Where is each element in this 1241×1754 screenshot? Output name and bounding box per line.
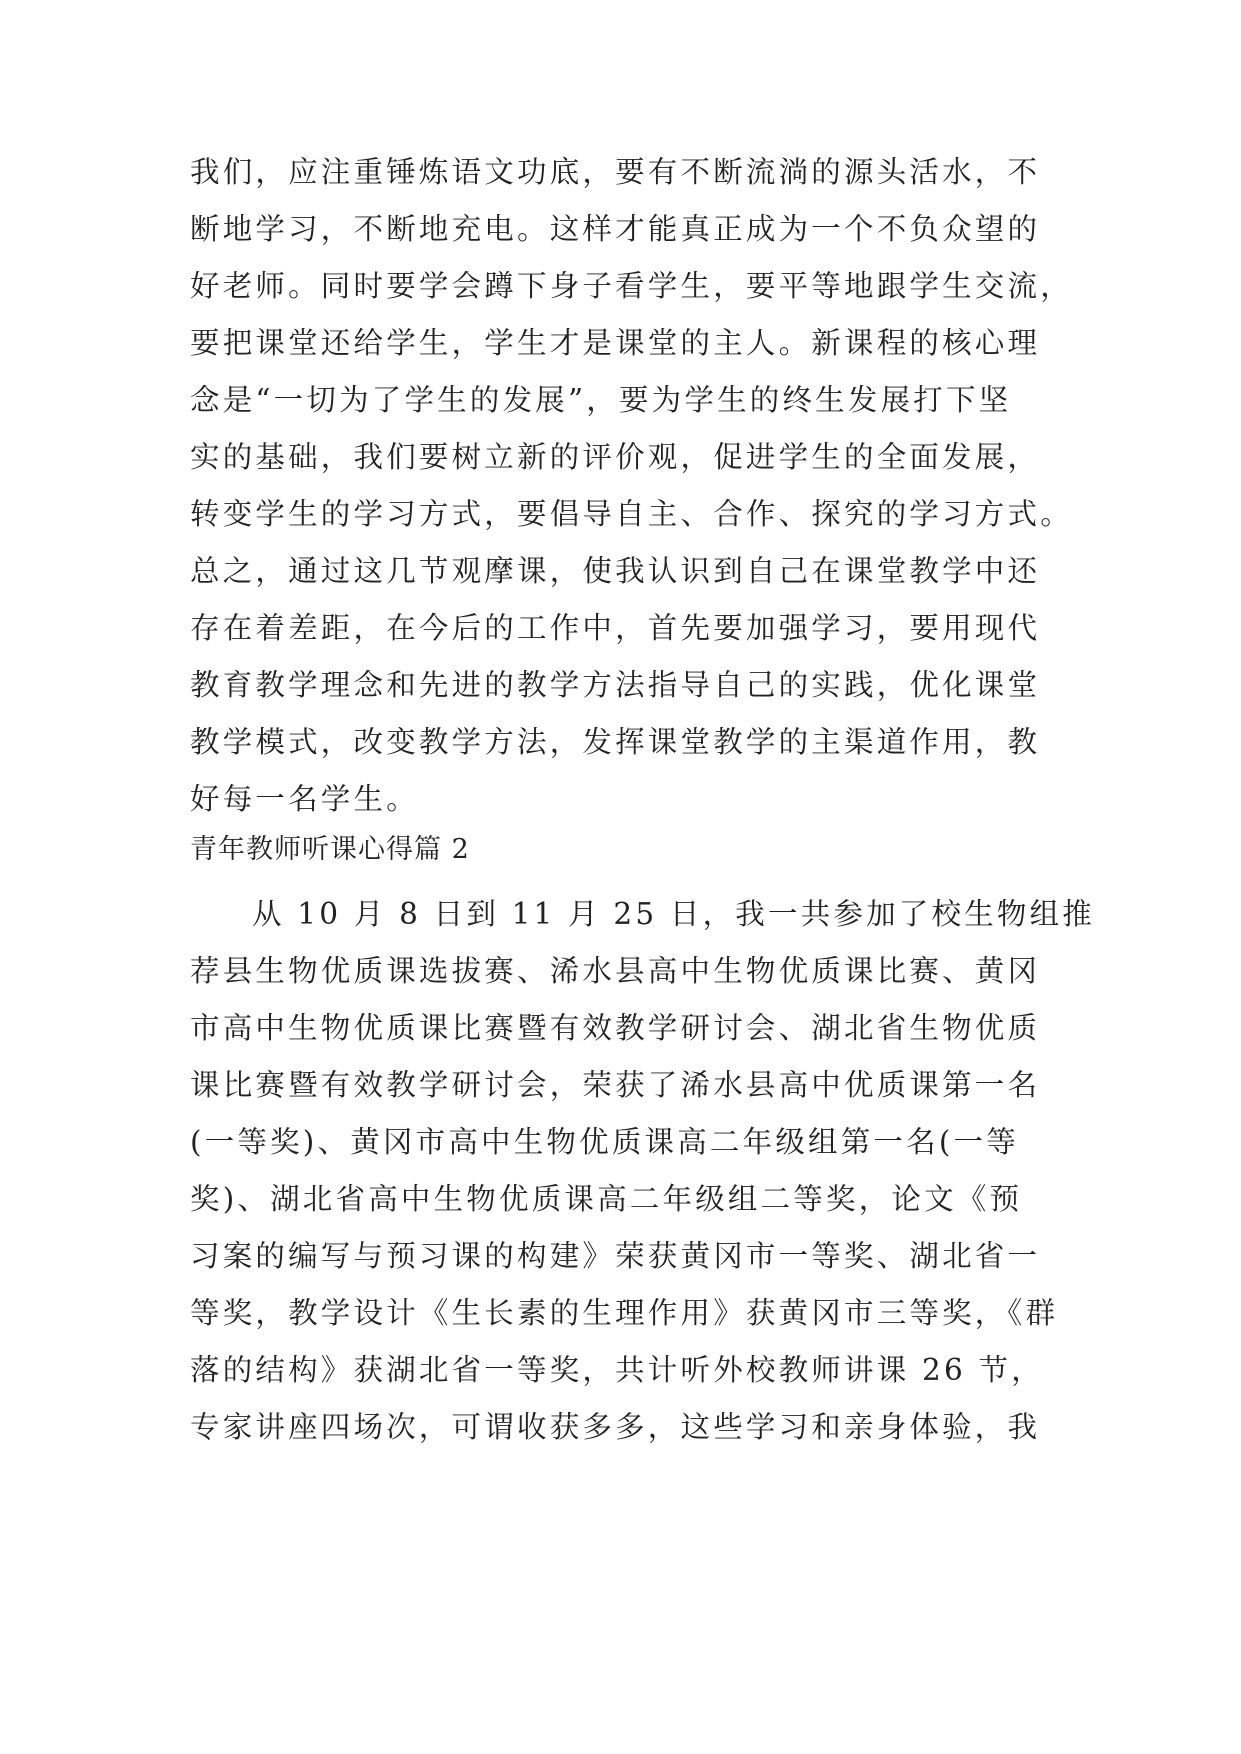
paragraph-line: 我们，应注重锤炼语文功底，要有不断流淌的源头活水，不 [190, 155, 1041, 189]
paragraph-line: 教育教学理念和先进的教学方法指导自己的实践，优化课堂 [190, 668, 1041, 702]
paragraph-line: 念是“一切为了学生的发展”，要为学生的终生发展打下坚 [190, 383, 1012, 417]
paragraph-line: 好每一名学生。 [190, 782, 419, 816]
paragraph-line: 转变学生的学习方式，要倡导自主、合作、探究的学习方式。 [190, 497, 1073, 531]
paragraph-line: 等奖，教学设计《生长素的生理作用》获黄冈市三等奖，《群 [190, 1296, 1059, 1330]
paragraph-line: 从 10 月 8 日到 11 月 25 日，我一共参加了校生物组推 [252, 897, 1095, 931]
paragraph-line: 教学模式，改变教学方法，发挥课堂教学的主渠道作用，教 [190, 725, 1041, 759]
paragraph-line: 总之，通过这几节观摩课，使我认识到自己在课堂教学中还 [190, 554, 1041, 588]
paragraph-line: 专家讲座四场次，可谓收获多多，这些学习和亲身体验，我 [190, 1410, 1041, 1444]
paragraph-line: 习案的编写与预习课的构建》荣获黄冈市一等奖、湖北省一 [190, 1239, 1041, 1273]
paragraph-line: (一等奖)、黄冈市高中生物优质课高二年级组第一名(一等 [190, 1125, 1019, 1159]
paragraph-line: 落的结构》获湖北省一等奖，共计听外校教师讲课 26 节， [190, 1353, 1044, 1387]
paragraph-line: 课比赛暨有效教学研讨会，荣获了浠水县高中优质课第一名 [190, 1068, 1041, 1102]
paragraph-line: 要把课堂还给学生，学生才是课堂的主人。新课程的核心理 [190, 326, 1041, 360]
section-heading: 青年教师听课心得篇 2 [190, 834, 470, 865]
paragraph-line: 实的基础，我们要树立新的评价观，促进学生的全面发展， [190, 440, 1041, 474]
paragraph-line: 存在着差距，在今后的工作中，首先要加强学习，要用现代 [190, 611, 1041, 645]
paragraph-line: 断地学习，不断地充电。这样才能真正成为一个不负众望的 [190, 212, 1041, 246]
paragraph-line: 好老师。同时要学会蹲下身子看学生，要平等地跟学生交流， [190, 269, 1073, 303]
paragraph-line: 奖)、湖北省高中生物优质课高二年级组二等奖，论文《预 [190, 1182, 1023, 1216]
paragraph-line: 市高中生物优质课比赛暨有效教学研讨会、湖北省生物优质 [190, 1011, 1041, 1045]
paragraph-line: 荐县生物优质课选拔赛、浠水县高中生物优质课比赛、黄冈 [190, 954, 1041, 988]
